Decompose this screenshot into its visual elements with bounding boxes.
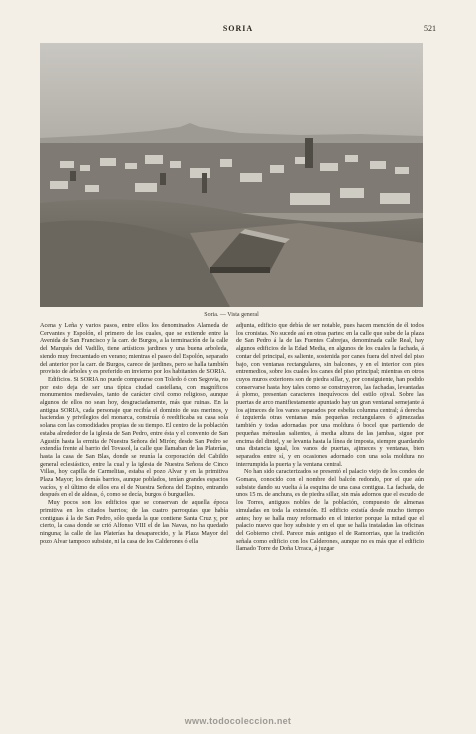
paragraph: Acena y Leña y varios pasos, entre ellos los denominados Alameda de Cervantes y Espolón, el primero de los cuales, que se extiende entre la Avenida de San Francisco y la carr. de Burgos, a la terminación de la calle del Marqués del Vadillo, tiene artísticos jardines y una buena arboleda, siendo muy frecuentado en verano; mientras el paseo del Espolón, separado del anterior por la carr. de Burgos, carece de jardines, pero se halla también provisto de árboles y es preferido en invierno por los habitantes de SORIA. — [40, 322, 228, 376]
running-title: SORIA — [222, 24, 254, 33]
paragraph: No han sido caracterizados se presentó el palacio viejo de los condes de Gomara, conocido con el nombre del balcón redondo, por el que aún subsiste dando su vuelta á la esquina de una casa contigua. La fachada, de unos 15 m. de anchura, es de piedra sillar, sin más adornos que el escudo de los Torres, antiguos nobles de la población, compuesto de almenas simuladas en toda la extensión. El edificio existía desde mucho tiempo antes; hoy se halla muy reformado en el interior porque la mitad que el palacio nuevo que hoy subsiste y en el que se halla instaladas las oficinas del Gobierno civil. Parece más antiguo el de Ramorrias, que la tradición señala como edificio con los Calderones, aunque no es más que el edificio llamado Torre de Doña Urraca, á juzgar — [236, 468, 424, 553]
photo-caption: Soria. — Vista general — [204, 312, 259, 318]
page-header — [40, 24, 436, 36]
city-photograph — [40, 43, 423, 307]
text-column-left — [40, 322, 228, 545]
text-column-right — [236, 322, 424, 553]
paragraph: Muy pocos son los edificios que se conservan de aquella época primitiva en los citados barrios; de las cuatro parroquias que había contiguas á la de San Pedro, sólo queda la que contiene Santa Cruz y, por cierto, la casa donde se crió Alfonso VIII el de las Navas, no ha quedado ninguna; la calle de las Platerías ha desaparecido, y la Plaza Mayor del pozo Alvar tampoco subsiste, ni la casa de los Calderones ó ella — [40, 499, 228, 545]
watermark: www.todocoleccion.net — [184, 716, 292, 726]
paragraph: Edificios. Si SORIA no puede compararse con Toledo ó con Segovia, no por esto deja de ser una típica ciudad castellana, con magníficos monumentos medievales, tanto de carácter civil como religioso, aunque algunos de ellos no sean hoy, desgraciadamente, más que ruinas. En la antigua SORIA, cada personaje que recibía el dominio de sus merinos, y haciendas y privilegios del monarca, construía ó reedificaba su casa sola solana con las comodidades propias de su tiempo. El centro de la población estaba alrededor de la iglesia de San Pedro, entre ésta y el convento de San Agustín hasta la ermita de Nuestra Señora del Mirón; desde San Pedro se extendía frente al barrio del Tovasol, la calle que llamaban de las Platerías, hasta la casa de San Blas, donde se reunía la corporación del Cabildo general eclesiástico, entre la cual y la iglesia de Nuestra Señora de Cinco Villas, hoy capilla de Carmelitas, estaba el pozo Alvar y en la primitiva Plaza Mayor; los demás barrios, aunque poblados, tenían grandes espacios vacíos, y el último de ellos era el de Nuestra Señora del Espino, entrando después en el de aldeas, ó, como se decía, burgos ó burguelles. — [40, 375, 228, 499]
paragraph: adjunta, edificio que debía de ser notable, pues hacen mención de él todos los cronistas. No sucede así en otras partes: en la calle que sube de la plaza de San Pedro á la de las Fuentes Cabrejas, denominada calle Real, hay algunos edificios de la Edad Media, en algunos de los cuales la fachada, á contar del principal, es saliente, sostenida por canes fuera del nivel del piso bajo, con ventanas rectangulares, sin balcones, y en el interior con pies entremedios, sobre los cuales los canes del piso principal; mientras en otros cuyos muros exteriores son de piedra sillar, y, por consiguiente, han podido conservarse hasta hoy tales como se construyeron, las fachadas, levantadas á plomo, presentan caracteres inequívocos del estilo ojival. Sobre las puertas de arco manifiestamente apuntado hay un gran ventanal semejante á los ajimeces de los vanos separados por esbelta columna central; á derecha é izquierda otras ventanas más pequeñas rectangulares ó ajimezadas también y todas adornadas por una moldura ó bocel que partiendo de pequeñas ménsulas salientes, á media altura de las jambas, sigue por encima del dintel, y se levanta hasta la línea de imposta, siempre guardando una distancia igual, los vanos de puertas, ajimeces y ventanas, bien separados entre sí, y en ocasiones adornado con una sola moldura no interrumpida la puerta y la ventana central. — [236, 322, 424, 468]
page-number: 521 — [424, 24, 436, 33]
